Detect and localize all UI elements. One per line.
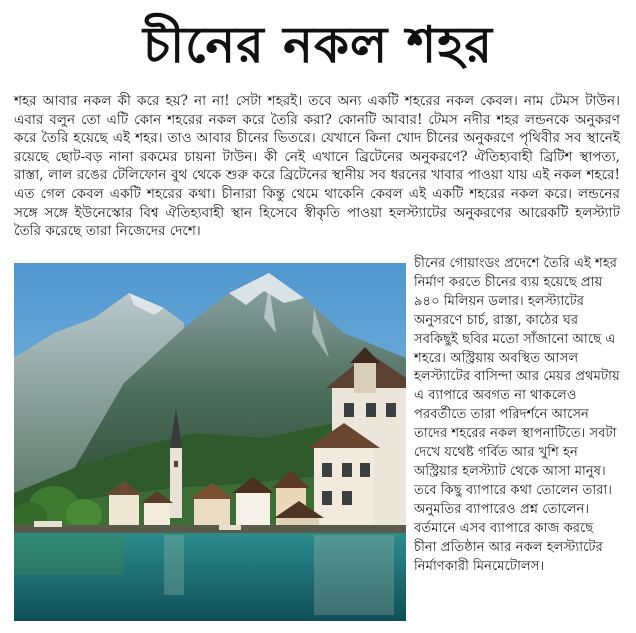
article-headline: চীনের নকল শহর (143, 16, 493, 74)
article-body-right-column: চীনের গোয়াংডং প্রদেশে তৈরি এই শহর নির্মাণ করতে চীনের ব্যয় হয়েছে প্রায় ৯৪০ মিলিয়ন ডলার। হলস্ট্যাটের অনুসরণে চার্চ, রাস্তা, কাঠের ঘর সবকিছুই ছবির মতো সাঁজানো আছে এ শহরে। অস্ট্রিয়ায় অবস্থিত আসল হলস্ট্যাটের বাসিন্দা আর মেয়র প্রথমটায় এ ব্যাপারে অবগত না থাকলেও পরবর্তীতে তারা পরিদর্শনে আসেন তাদের শহরের নকল স্থাপনাটিতে। সবটা দেখে যথেষ্ট গর্বিত আর খুশি হন অস্ট্রিয়ার হলস্ট্যাট থেকে আসা মানুষ। তবে কিছু ব্যাপারে কথা তোলেন তারা। অনুমতির ব্যাপারেও প্রশ্ন তোলেন। বর্তমানে এসব ব্যাপারে কাজ করছে চীনা প্রতিষ্ঠান আর নকল হলস্ট্যাটের নির্মাণকারী মিনমেটোলস। (414, 256, 620, 574)
article-body-full-width: শহর আবার নকল কী করে হয়? না না! সেটা শহরই। তবে অন্য একটি শহরের নকল কেবল। নাম টেমস টাউন। এবার বলুন তো এটি কোন শহরের নকল করে তৈরি করা? কোনটি আবার! টেমস নদীর শহর লন্ডনকে অনুকরণ করে তৈরি হয়েছে এই শহর। তাও আবার চীনের ভিতরে। যেখানে কিনা খোদ চীনের অনুকরণে পৃথিবীর সব স্থানেই রয়েছে ছোট-বড় নানা রকমের চায়না টাউন। কী নেই এখানে ব্রিটেনের অনুকরণে? ঐতিহ্যবাহী ব্রিটিশ স্থাপত্য, রাস্তা, লাল রঙের টেলিফোন বুথ থেকে শুরু করে ব্রিটেনের স্থানীয় সব ধরনের খাবার পাওয়া যায় এই নকল শহরে! এত গেল কেবল একটি শহরের কথা। চীনারা কিন্তু থেমে থাকেনি কেবল এই একটি শহরের নকল করে। লন্ডনের সঙ্গে সঙ্গে ইউনেস্কোর বিশ্ব ঐতিহ্যবাহী স্থান হিসেবে স্বীকৃতি পাওয়া হলস্ট্যাটের অনুকরণের আরেকটি হলস্ট্যাট তৈরি করেছে তারা নিজেদের দেশে। (14, 93, 620, 240)
hallstatt-photo (14, 263, 406, 621)
